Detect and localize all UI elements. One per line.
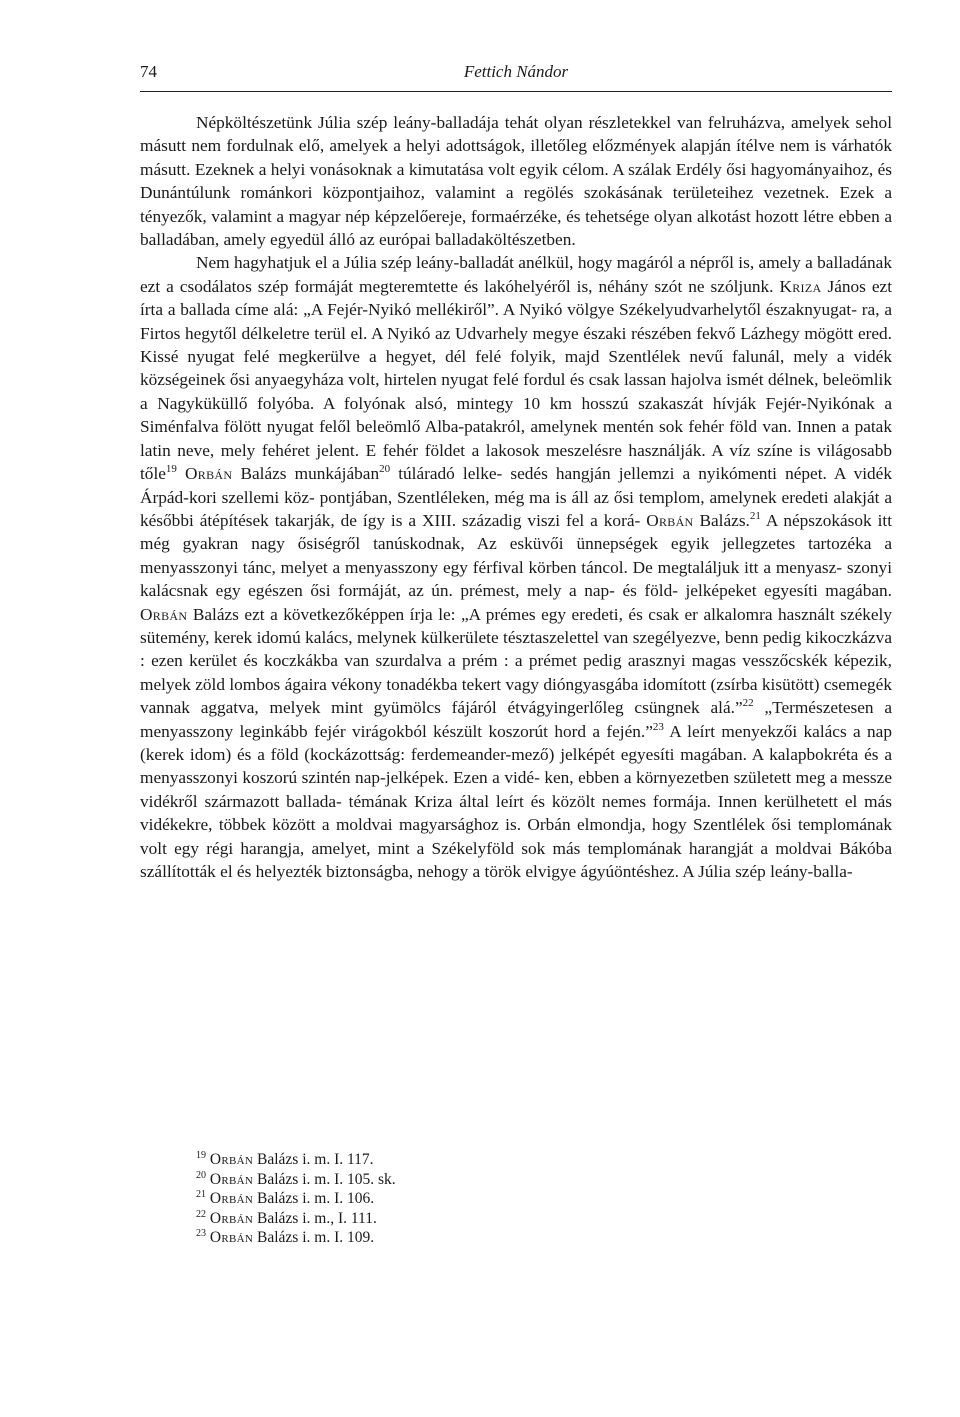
paragraph-2-text-g: Balázs ezt a következőképpen írja le: „A prémes egy eredeti, és csak er alkalomra használt székely sütemény, kerek idomú kalács, melynek külkerülete tésztaszelettel van szegélyezve, benn pedig kikoczkázva : ezen kerület és koczkákba van szurdalva a prém : a prémet pedig arasznyi magas vesszőcskék képezik, melyek zöld lombos ágaira vékony tonadékba tekert vagy dióngyasgába idomított (zsírba kisütött) csemegék vannak aggatva, melyek mint gyümölcs fájáról étvágyingerlőleg csüngnek alá.” [140, 604, 892, 718]
page-number: 74 [140, 62, 157, 81]
footnote-number: 22 [196, 1208, 206, 1220]
footnote-ref-22: 22 [742, 697, 754, 710]
paragraph-2-text-a: Nem hagyhatjuk el a Júlia szép leány-balladát anélkül, hogy magáról a népről is, amely a balladának ezt a csodálatos szép formáját megteremtette és lakóhelyéről is, néhány szót ne szóljunk. [140, 253, 892, 296]
paragraph-1-text: Népköltészetünk Júlia szép leány-balladája tehát olyan részletekkel van felruházva, amelyek sehol másutt nem fordulnak elő, amelyek a helyi adottságok, illetőleg előzmények alapján ítélve nem is várhatók másutt. Ezeknek a helyi vonásoknak a kimutatása volt egyik célom. A szálak Erdély ősi hagyományaihoz, és Dunántúlunk románkori központjaihoz, valamint a regölés szokásának területeihez vezetnek. Ezek a tényezők, valamint a magyar nép képzelőereje, formaérzéke, és tehetsége olyan alkotást hozott létre ebben a balladában, amely egyedül álló az európai balladaköltészetben. [140, 113, 892, 250]
footnote-text: Balázs i. m. I. 109. [257, 1229, 375, 1247]
author-name-orban: Orbán [185, 464, 233, 484]
header-rule [140, 91, 892, 92]
footnote-author: Orbán [209, 1209, 254, 1227]
footnote-number: 23 [196, 1228, 206, 1240]
author-name-kriza: Kriza [779, 276, 822, 296]
paragraph-2-text-e: Balázs. [699, 510, 750, 530]
footnote-number: 20 [196, 1169, 206, 1181]
paragraph-2-text-h: „Természetesen a menyasszony leginkább fejér virágokból készült koszorút hord a fején.” [140, 698, 893, 741]
paragraph-1 [140, 111, 892, 251]
running-title: Fettich Nándor [463, 62, 569, 81]
footnote-author: Orbán [209, 1229, 254, 1247]
footnote-ref-19: 19 [165, 463, 177, 476]
body-text [140, 111, 892, 883]
paragraph-2-text-f: A népszokások itt még gyakran nagy ősiségről tanúskodnak, Az esküvői ünnepségek egyik jellegzetes tartozéka a menyasszonyi tánc, melyet a menyasszony egy férfival körben táncol. De megtaláljuk itt a menyasz- szonyi kalácsnak egy egészen ősi formáját, az ún. prémest, mely a nap- és föld- jelképeket egyesíti magában. [140, 510, 892, 601]
footnotes [196, 1150, 796, 1248]
footnote [196, 1170, 796, 1190]
footnote [196, 1150, 796, 1170]
paragraph-2-text-i: A leírt menyekzői kalács a nap (kerek idom) és a föld (kockázottság: ferdemeander-mező) jelképét egyesíti magában. A kalapbokréta és a menyasszonyi koszorú szintén nap-jelképek. Ezen a vidé- ken, ebben a környezetben született meg a messze vidékről származott ballada- témának Kriza által leírt és közölt nemes formája. Innen kerülhetett el más vidékekre, többek között a moldvai magyarsághoz is. Orbán elmondja, hogy Szentlélek ősi templomának volt egy régi harangja, amelyet, mint a Székelyföld sok más templomának harangját a moldvai Bákóba szállították el és helyezték biztonságba, nehogy a török elvigye ágyúöntéshez. A Júlia szép leány-balla- [140, 721, 892, 881]
footnote-number: 21 [196, 1189, 206, 1201]
footnote [196, 1209, 796, 1229]
paragraph-2-text-b: János ezt írta a ballada címe alá: „A Fejér-Nyikó mellékiről”. A Nyikó völgye Székelyudvarhelytől északnyugat- ra, a Firtos hegytől délkeletre terül el. A Nyikó az Udvarhely megye északi részében fekvő Lázhegy mögött ered. Kissé nyugat felé megkerülve a hegyet, dél felé folyik, majd Szentlélek nevű falunál, mely a vidék községeinek ősi anyaegyháza volt, hirtelen nyugat felé fordul és csak lassan hajolva ismét délnek, beleömlik a Nagyküküllő folyóba. A folyónak alsó, mintegy 10 km hosszú szakaszát hívják Fejér-Nyikónak a Siménfalva fölött nyugat felől beleömlő Alba-patakról, amelynek mentén sok fehér föld van. Innen a patak latin neve, mely fehéret jelent. E fehér földet a lakosok meszelésre használják. A víz színe is világosabb tőle [140, 276, 893, 484]
footnote-text: Balázs i. m., I. 111. [257, 1209, 377, 1227]
footnote [196, 1228, 796, 1248]
author-name-orban: Orbán [140, 604, 188, 624]
footnote-author: Orbán [209, 1151, 254, 1168]
footnote-ref-23: 23 [652, 720, 664, 733]
footnote-text: Balázs i. m. I. 105. sk. [257, 1170, 396, 1188]
footnote-number: 19 [196, 1149, 206, 1161]
footnote-author: Orbán [209, 1170, 254, 1188]
page-header [140, 62, 892, 90]
footnote-author: Orbán [209, 1190, 254, 1208]
footnote-ref-21: 21 [749, 510, 761, 523]
footnote-text: Balázs i. m. I. 117. [257, 1151, 374, 1168]
footnote [196, 1189, 796, 1209]
footnote-text: Balázs i. m. I. 106. [257, 1190, 375, 1208]
footnote-ref-20: 20 [379, 463, 391, 476]
author-name-orban: Orbán [646, 510, 694, 530]
paragraph-2 [140, 251, 892, 883]
paragraph-2-text-c: Balázs munkájában [240, 464, 380, 484]
paragraph-2-text-d: túláradó lelke- sedés hangján jellemzi a nyikómenti népet. A vidék Árpád-kori szellemi köz- pontjában, Szentléleken, még ma is áll az ősi templom, amelynek eredeti alakját a későbbi átépítések takarják, de így is a XIII. századig viszi fel a korá- [140, 464, 892, 530]
